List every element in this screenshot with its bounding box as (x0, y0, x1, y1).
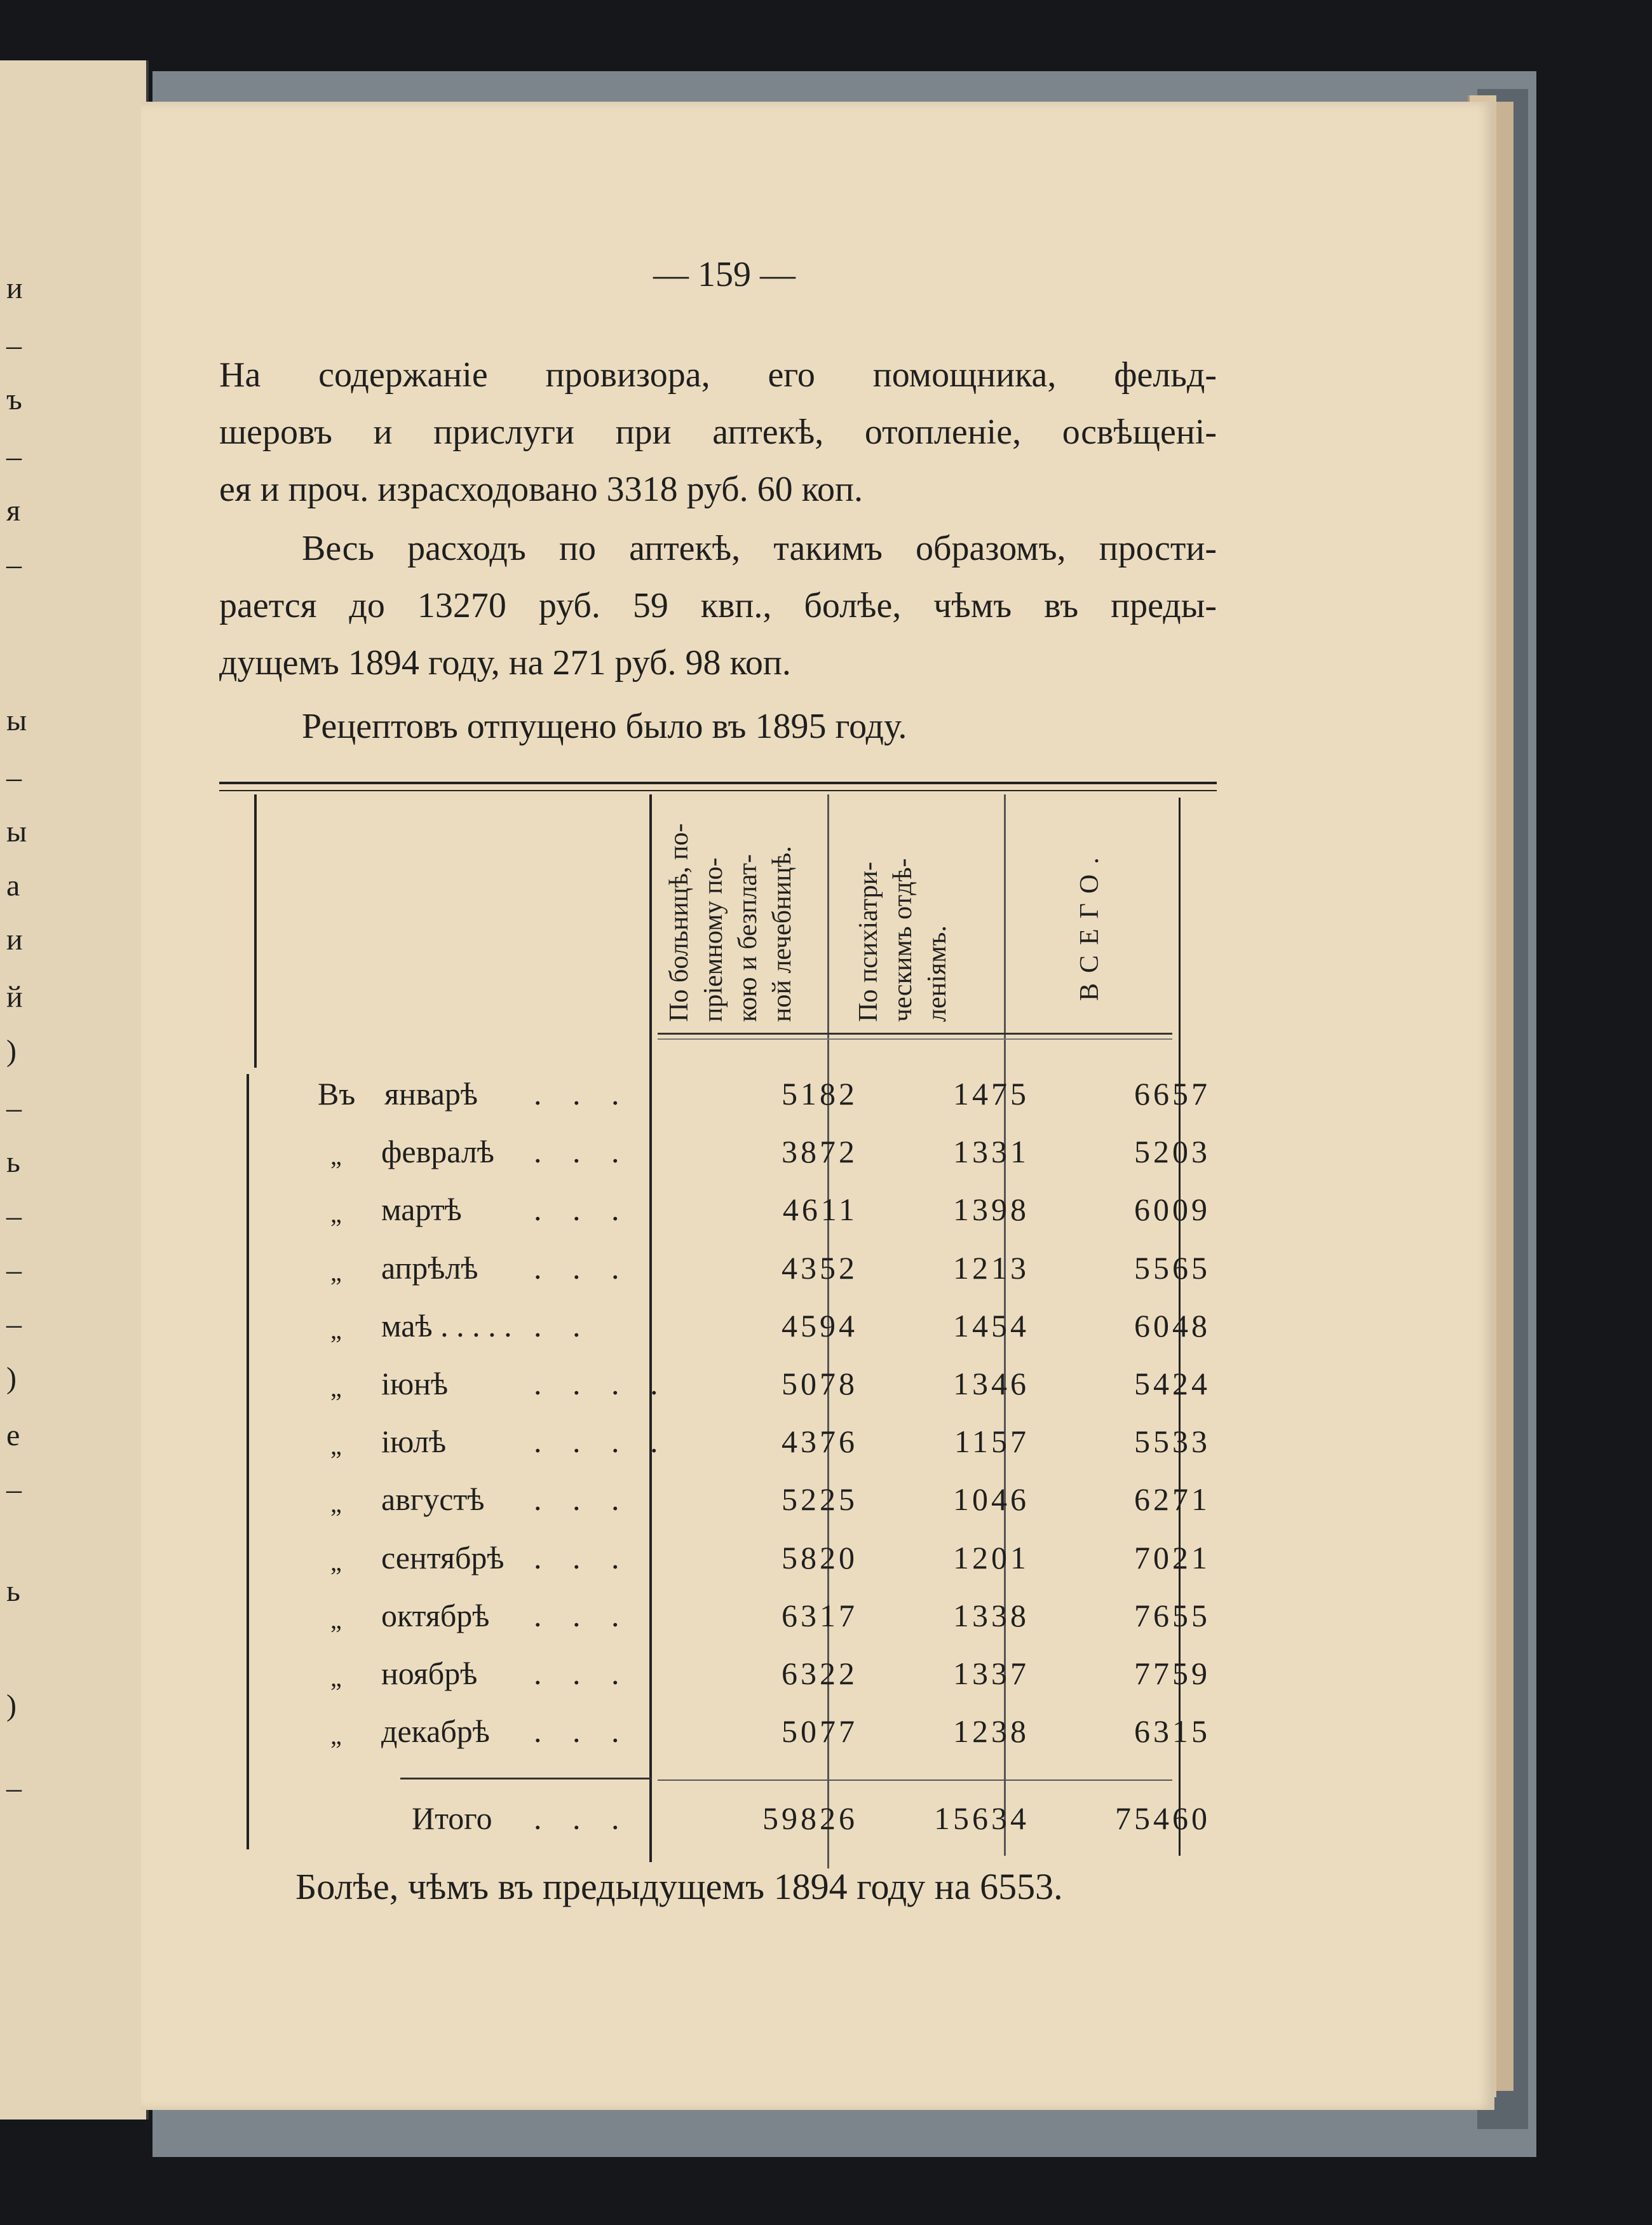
paragraph-line: дущемъ 1894 году, на 271 руб. 98 коп. (219, 643, 791, 683)
table-top-rule (219, 782, 1217, 784)
leader-dots: . . . (534, 1713, 631, 1750)
column-header-total (1073, 847, 1107, 1001)
paragraph-line: ея и проч. израсходовано 3318 руб. 60 коп. (219, 470, 863, 509)
value-total: 6315 (1134, 1713, 1210, 1750)
table-top-rule-thin (219, 790, 1217, 791)
value-total: 6048 (1134, 1307, 1210, 1344)
value-total: 6009 (1134, 1192, 1210, 1228)
left-page-edge-char: – (6, 548, 22, 582)
table-row (241, 1365, 1210, 1424)
header-line: По психіатри- (854, 862, 883, 1022)
total-rule-right (658, 1779, 1172, 1781)
left-page-edge-char: я (6, 494, 21, 527)
left-page-edge-char: е (6, 1419, 20, 1452)
left-page-edge-char: ) (6, 1689, 17, 1722)
leader-dots: . . . (534, 1539, 631, 1575)
value-psychiatric: 1331 (953, 1134, 1029, 1170)
month-prefix: „ (330, 1431, 342, 1460)
table-row (241, 1597, 1210, 1656)
month-prefix: „ (330, 1257, 342, 1286)
value-total: 7021 (1134, 1539, 1210, 1575)
month-name: январѣ (384, 1076, 478, 1112)
header-bottom-rule-thin (658, 1038, 1172, 1040)
month-name: маѣ . . . . . (381, 1307, 512, 1344)
left-page-edge-char: – (6, 1473, 22, 1506)
value-hospital: 5182 (782, 1076, 858, 1112)
leader-dots: . . . (534, 1134, 631, 1170)
value-hospital: 4352 (782, 1249, 858, 1286)
leader-dots: . . . (534, 1597, 631, 1633)
left-page-edge-char: – (6, 1307, 22, 1341)
header-bottom-rule (658, 1033, 1172, 1035)
paragraph-line: шеровъ и прислуги при аптекѣ, отопленіе, освѣщені- (219, 412, 1217, 452)
value-total: 7655 (1134, 1597, 1210, 1633)
left-page-edge-char: – (6, 1199, 22, 1233)
leader-dots: . . . . (534, 1366, 670, 1401)
value-psychiatric: 1346 (953, 1366, 1029, 1401)
value-psychiatric: 1454 (953, 1307, 1029, 1344)
month-name: ноябрѣ (381, 1656, 478, 1691)
value-psychiatric: 1213 (953, 1249, 1029, 1286)
left-page-edge-char: а (6, 869, 20, 902)
total-rule-left (400, 1778, 651, 1779)
table-row (241, 1423, 1210, 1481)
month-name: іюнѣ (381, 1366, 449, 1401)
value-hospital: 5078 (782, 1366, 858, 1401)
month-prefix: „ (330, 1315, 342, 1344)
left-page-edge-char: – (6, 1771, 22, 1805)
table-left-border-upper (254, 794, 257, 1068)
total-all: 75460 (1115, 1800, 1210, 1836)
leader-dots: . . . (534, 1800, 631, 1836)
paragraph-line: рается до 13270 руб. 59 квп., болѣе, чѣмъ въ преды- (219, 586, 1217, 625)
value-hospital: 4376 (782, 1424, 858, 1460)
value-total: 5424 (1134, 1366, 1210, 1401)
left-page-edge-char: ) (6, 1361, 17, 1395)
left-page-edge-char: ъ (6, 383, 22, 416)
value-total: 7759 (1134, 1656, 1210, 1691)
page-number: — 159 — (653, 255, 796, 294)
header-line: ческимъ отдѣ- (888, 858, 917, 1022)
left-page-edge-char: – (6, 1091, 22, 1125)
total-psychiatric: 15634 (934, 1800, 1029, 1836)
value-total: 5565 (1134, 1249, 1210, 1286)
month-name: апрѣлѣ (381, 1249, 478, 1286)
value-total: 5203 (1134, 1134, 1210, 1170)
paragraph-provisor-expenses (219, 346, 1217, 518)
month-prefix: Въ (318, 1076, 356, 1112)
header-line: По больницѣ, по- (665, 823, 694, 1022)
leader-dots: . . . (534, 1481, 631, 1518)
value-psychiatric: 1475 (953, 1076, 1029, 1112)
month-name: декабрѣ (381, 1713, 490, 1750)
month-name: октябрѣ (381, 1597, 490, 1633)
month-name: іюлѣ (381, 1424, 447, 1460)
table-row (241, 1539, 1210, 1598)
leader-dots: . . . (534, 1249, 631, 1286)
table-row (241, 1191, 1210, 1249)
value-hospital: 5077 (782, 1713, 858, 1750)
paragraph-total-expenses (219, 520, 1217, 691)
paragraph-line: Рецептовъ отпущено было въ 1895 году. (302, 707, 907, 746)
month-name: мартѣ (381, 1192, 462, 1228)
left-page-edge-char: й (6, 980, 23, 1014)
header-line: ной лечебницѣ. (768, 846, 797, 1022)
column-header-hospital (662, 824, 799, 1022)
value-psychiatric: 1046 (953, 1481, 1029, 1518)
month-prefix: „ (330, 1141, 342, 1171)
value-total: 6271 (1134, 1481, 1210, 1518)
value-hospital: 3872 (782, 1134, 858, 1170)
leader-dots: . . . (534, 1192, 631, 1228)
left-page-edge-char: – (6, 329, 22, 362)
value-psychiatric: 1238 (953, 1713, 1029, 1750)
value-psychiatric: 1337 (953, 1656, 1029, 1691)
value-hospital: 6317 (782, 1597, 858, 1633)
left-page-edge-char: ь (6, 1145, 20, 1179)
left-page-edge (0, 60, 149, 2120)
month-name: февралѣ (381, 1134, 494, 1170)
leader-dots: . . . . (534, 1424, 670, 1460)
paragraph-prescriptions (219, 698, 1217, 755)
value-psychiatric: 1201 (953, 1539, 1029, 1575)
month-prefix: „ (330, 1663, 342, 1692)
left-page-edge-char: ь (6, 1574, 20, 1608)
header-line: леніямъ. (923, 925, 952, 1022)
left-page-edge-char: ы (6, 815, 27, 848)
value-psychiatric: 1338 (953, 1597, 1029, 1633)
total-hospital: 59826 (762, 1800, 858, 1836)
header-line: пріемному по- (699, 857, 728, 1022)
left-page-edge-char: и (6, 923, 23, 956)
header-line: кою и безплат- (733, 854, 762, 1022)
value-hospital: 4611 (782, 1192, 858, 1228)
left-page-edge-char: – (6, 440, 22, 473)
month-prefix: „ (330, 1547, 342, 1576)
value-psychiatric: 1398 (953, 1192, 1029, 1228)
page-edge-back (1494, 102, 1513, 2091)
table-row (241, 1075, 1210, 1134)
value-total: 6657 (1134, 1076, 1210, 1112)
month-name: сентябрѣ (381, 1539, 504, 1575)
month-name: августѣ (381, 1481, 485, 1518)
leader-dots: . . . (534, 1076, 631, 1112)
paragraph-line: Весь расходъ по аптекѣ, такимъ образомъ, прости- (302, 529, 1217, 568)
value-hospital: 6322 (782, 1656, 858, 1691)
total-label: Итого (412, 1800, 492, 1836)
header-line: ВСЕГО. (1075, 847, 1104, 1001)
left-page-edge-char: ) (6, 1034, 17, 1068)
left-page-edge-char: – (6, 1253, 22, 1287)
table-row (241, 1249, 1210, 1308)
paragraph-line: На содержаніе провизора, его помощника, фельд- (219, 355, 1217, 395)
left-page-edge-char: – (6, 761, 22, 794)
month-prefix: „ (330, 1721, 342, 1750)
table-row (241, 1481, 1210, 1539)
leader-dots: . . (534, 1307, 592, 1344)
month-prefix: „ (330, 1605, 342, 1634)
value-hospital: 5225 (782, 1481, 858, 1518)
leader-dots: . . . (534, 1656, 631, 1691)
closing-line: Болѣе, чѣмъ въ предыдущемъ 1894 году на 6553. (295, 1866, 1063, 1907)
table-total-row (241, 1800, 1210, 1858)
value-hospital: 5820 (782, 1539, 858, 1575)
value-total: 5533 (1134, 1424, 1210, 1460)
table-row (241, 1713, 1210, 1771)
left-page-edge-char: и (6, 271, 23, 305)
table-row (241, 1655, 1210, 1713)
month-prefix: „ (330, 1199, 342, 1228)
month-prefix: „ (330, 1489, 342, 1518)
value-hospital: 4594 (782, 1307, 858, 1344)
table-row (241, 1307, 1210, 1366)
left-page-edge-char: ы (6, 704, 27, 737)
column-header-psychiatric (851, 858, 954, 1022)
table-row (241, 1133, 1210, 1192)
month-prefix: „ (330, 1373, 342, 1402)
value-psychiatric: 1157 (954, 1424, 1029, 1460)
